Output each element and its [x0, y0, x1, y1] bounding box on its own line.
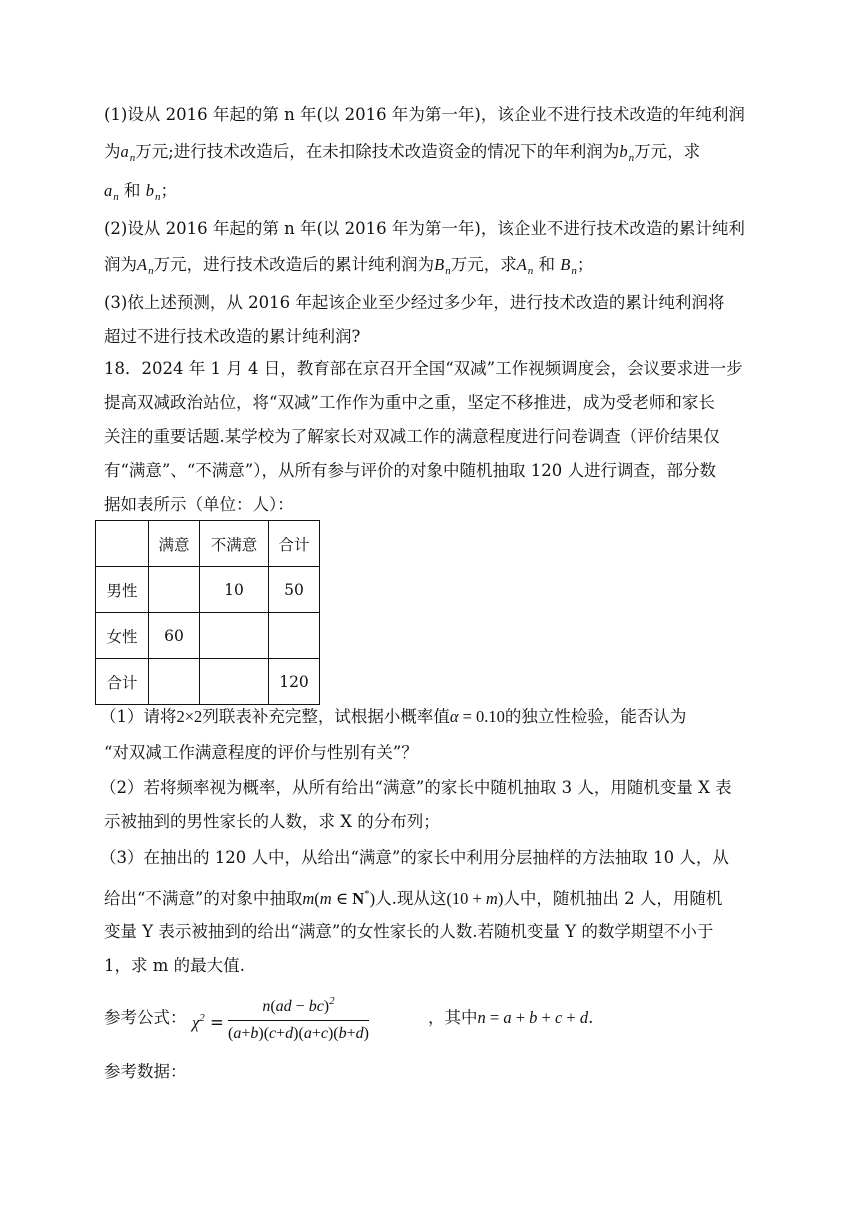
table-cell: 满意: [149, 521, 200, 567]
q18-intro-line5: 据如表所示（单位：人）：: [104, 495, 294, 514]
q17-part2-line2: 润为$A_n$万元，进行技术改造后的累计纯利润为$B_n$万元，求$A_n$ 和 $B_n$；: [104, 255, 594, 277]
q17-part2-line1: (2)设从 2016 年起的第 n 年(以 2016 年为第一年)，该企业不进行技术改造的累计纯利: [104, 219, 745, 238]
formula-label: 参考公式：: [104, 1008, 187, 1027]
q18-sub3-line2: 给出“不满意”的对象中抽取m(m ∈ N*)人.现从这(10 + m)人中，随机抽出 2 人，用随机: [104, 888, 723, 908]
q18-sub3-line1: （3）在抽出的 120 人中，从给出“满意”的家长中利用分层抽样的方法抽取 10 人，从: [100, 848, 729, 867]
q18-intro-line2: 提高双减政治站位，将“双减”工作作为重中之重，坚定不移推进，成为受老师和家长: [104, 393, 715, 412]
q18-sub3-line4: 1，求 m 的最大值.: [104, 956, 245, 975]
q17-part3-line1: (3)依上述预测，从 2016 年起该企业至少经过多少年，进行技术改造的累计纯利润将: [104, 293, 725, 312]
table-cell: 120: [269, 659, 320, 705]
table-row: [96, 659, 320, 705]
chi-square-symbol: $\chi^2$ =: [192, 1012, 224, 1032]
q18-intro-line4: 有“满意”、“不满意”），从所有参与评价的对象中随机抽取 120 人进行调查，部分数: [104, 461, 716, 480]
table-cell: [269, 613, 320, 659]
table-cell: 女性: [96, 613, 149, 659]
q18-sub1-line2: “对双减工作满意程度的评价与性别有关”？: [104, 743, 418, 762]
table-row: [96, 613, 320, 659]
table-row: [96, 567, 320, 613]
table-cell: 合计: [96, 659, 149, 705]
table-cell: [149, 567, 200, 613]
table-cell: 50: [269, 567, 320, 613]
table-cell: 合计: [269, 521, 320, 567]
fraction-bar: [228, 1020, 369, 1021]
fraction-denominator: (a+b)(c+d)(a+c)(b+d): [228, 1025, 369, 1042]
table-cell: 男性: [96, 567, 149, 613]
q18-intro-line3: 关注的重要话题.某学校为了解家长对双减工作的满意程度进行问卷调查（评价结果仅: [104, 427, 720, 446]
table-cell: [200, 659, 269, 705]
table-header-row: [96, 521, 320, 567]
fraction-numerator: n(ad − bc)$^2$: [262, 995, 335, 1015]
contingency-table: [95, 520, 320, 705]
table-cell: [200, 613, 269, 659]
q18-sub2-line2: 示被抽到的男性家长的人数，求 X 的分布列；: [104, 812, 440, 831]
q18-intro-line1: 18．2024 年 1 月 4 日，教育部在京召开全国“双减”工作视频调度会，会议要求进一步: [104, 359, 743, 378]
formula-where: ，其中n = a + b + c + d.: [428, 1008, 594, 1027]
math-an: $a_n$: [120, 142, 136, 164]
q17-part1-line2: 为$a_n$万元;进行技术改造后，在未扣除技术改造资金的情况下的年利润为$b_n$万元，求: [104, 142, 701, 164]
data-label: 参考数据：: [104, 1062, 187, 1081]
q18-sub1-line1: （1）请将2×2列联表补充完整，试根据小概率值α = 0.10的独立性检验，能否认为: [100, 707, 687, 726]
table-cell: [96, 521, 149, 567]
q17-part3-line2: 超过不进行技术改造的累计纯利润?: [104, 327, 361, 346]
q18-sub3-line3: 变量 Y 表示被抽到的给出“满意”的女性家长的人数.若随机变量 Y 的数学期望不小于: [104, 922, 714, 941]
table-cell: 不满意: [200, 521, 269, 567]
table-cell: [149, 659, 200, 705]
table-cell: 60: [149, 613, 200, 659]
q18-sub2-line1: （2）若将频率视为概率，从所有给出“满意”的家长中随机抽取 3 人，用随机变量 X 表: [100, 778, 732, 797]
math-bn: $b_n$: [619, 142, 635, 164]
q17-part1-line1: (1)设从 2016 年起的第 n 年(以 2016 年为第一年)，该企业不进行技术改造的年纯利润: [104, 105, 745, 124]
chi-square-fraction: [228, 990, 369, 1045]
table-cell: 10: [200, 567, 269, 613]
q17-part1-line3: $a_n$ 和 $b_n$；: [104, 181, 177, 203]
